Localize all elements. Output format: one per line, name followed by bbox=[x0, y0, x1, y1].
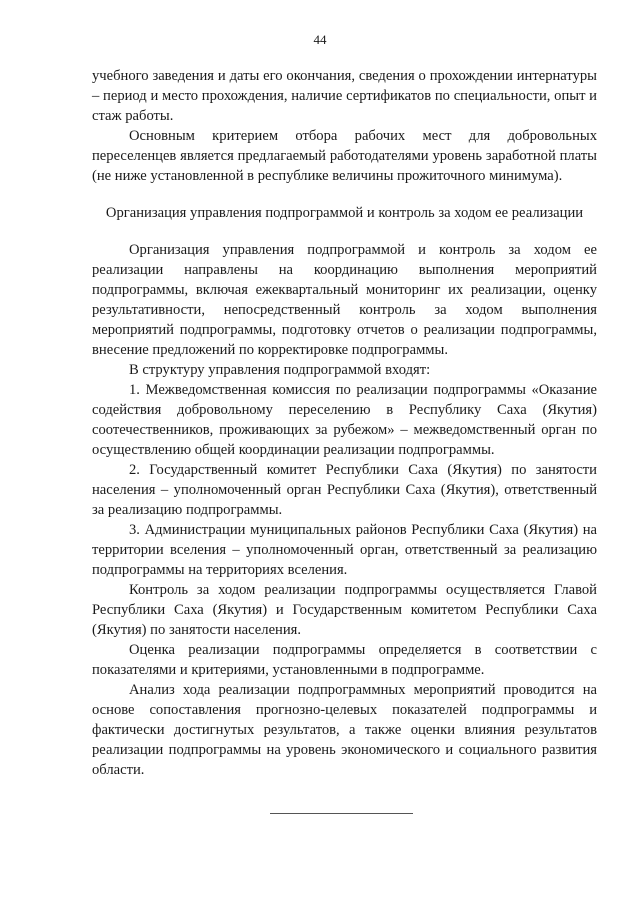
paragraph: Основным критерием отбора рабочих мест для добровольных переселенцев является предлагаемый работодателями уровень заработной платы (не ниже установленной в республике величины прожиточного минимума). bbox=[92, 128, 597, 184]
paragraph: Контроль за ходом реализации подпрограммы осуществляется Главой Республики Саха (Якутия) и Государственным комитетом Республики Саха (Якутия) по занятости населения. bbox=[92, 582, 597, 638]
section-heading: Организация управления подпрограммой и контроль за ходом ее реализации bbox=[105, 205, 584, 221]
list-item: 2. Государственный комитет Республики Саха (Якутия) по занятости населения – уполномоченный орган Республики Саха (Якутия), ответственный за реализацию подпрограммы. bbox=[92, 462, 597, 518]
paragraph: Организация управления подпрограммой и контроль за ходом ее реализации направлены на координацию выполнения мероприятий подпрограммы, включая ежеквартальный мониторинг их реализации, оценку результативности, непосредственный контроль за ходом выполнения мероприятий подпрограммы, подготовку отчетов о реализации подпрограммы, внесение предложений по корректировке подпрограммы. bbox=[92, 242, 597, 358]
paragraph: В структуру управления подпрограммой входят: bbox=[129, 362, 431, 378]
paragraph: Оценка реализации подпрограммы определяется в соответствии с показателями и критериями, установленными в подпрограмме. bbox=[92, 642, 597, 678]
end-divider bbox=[270, 813, 413, 814]
paragraph: Анализ хода реализации подпрограммных мероприятий проводится на основе сопоставления прогнозно-целевых показателей подпрограммы и фактически достигнутых результатов, а также оценки влияния результатов реализации подпрограммы на уровень экономического и социального развития области. bbox=[92, 682, 597, 778]
list-item: 1. Межведомственная комиссия по реализации подпрограммы «Оказание содействия добровольному переселению в Республику Саха (Якутия) соотечественников, проживающих за рубежом» – межведомственный орган по осуществлению общей координации реализации подпрограммы. bbox=[92, 382, 597, 458]
list-item: 3. Администрации муниципальных районов Республики Саха (Якутия) на территории вселения – уполномоченный орган, ответственный за реализацию подпрограммы на территориях вселения. bbox=[92, 522, 597, 578]
document-body bbox=[92, 66, 597, 780]
paragraph: учебного заведения и даты его окончания, сведения о прохождении интернатуры – период и место прохождения, наличие сертификатов по специальности, опыт и стаж работы. bbox=[92, 68, 597, 124]
page-number: 44 bbox=[313, 32, 327, 47]
